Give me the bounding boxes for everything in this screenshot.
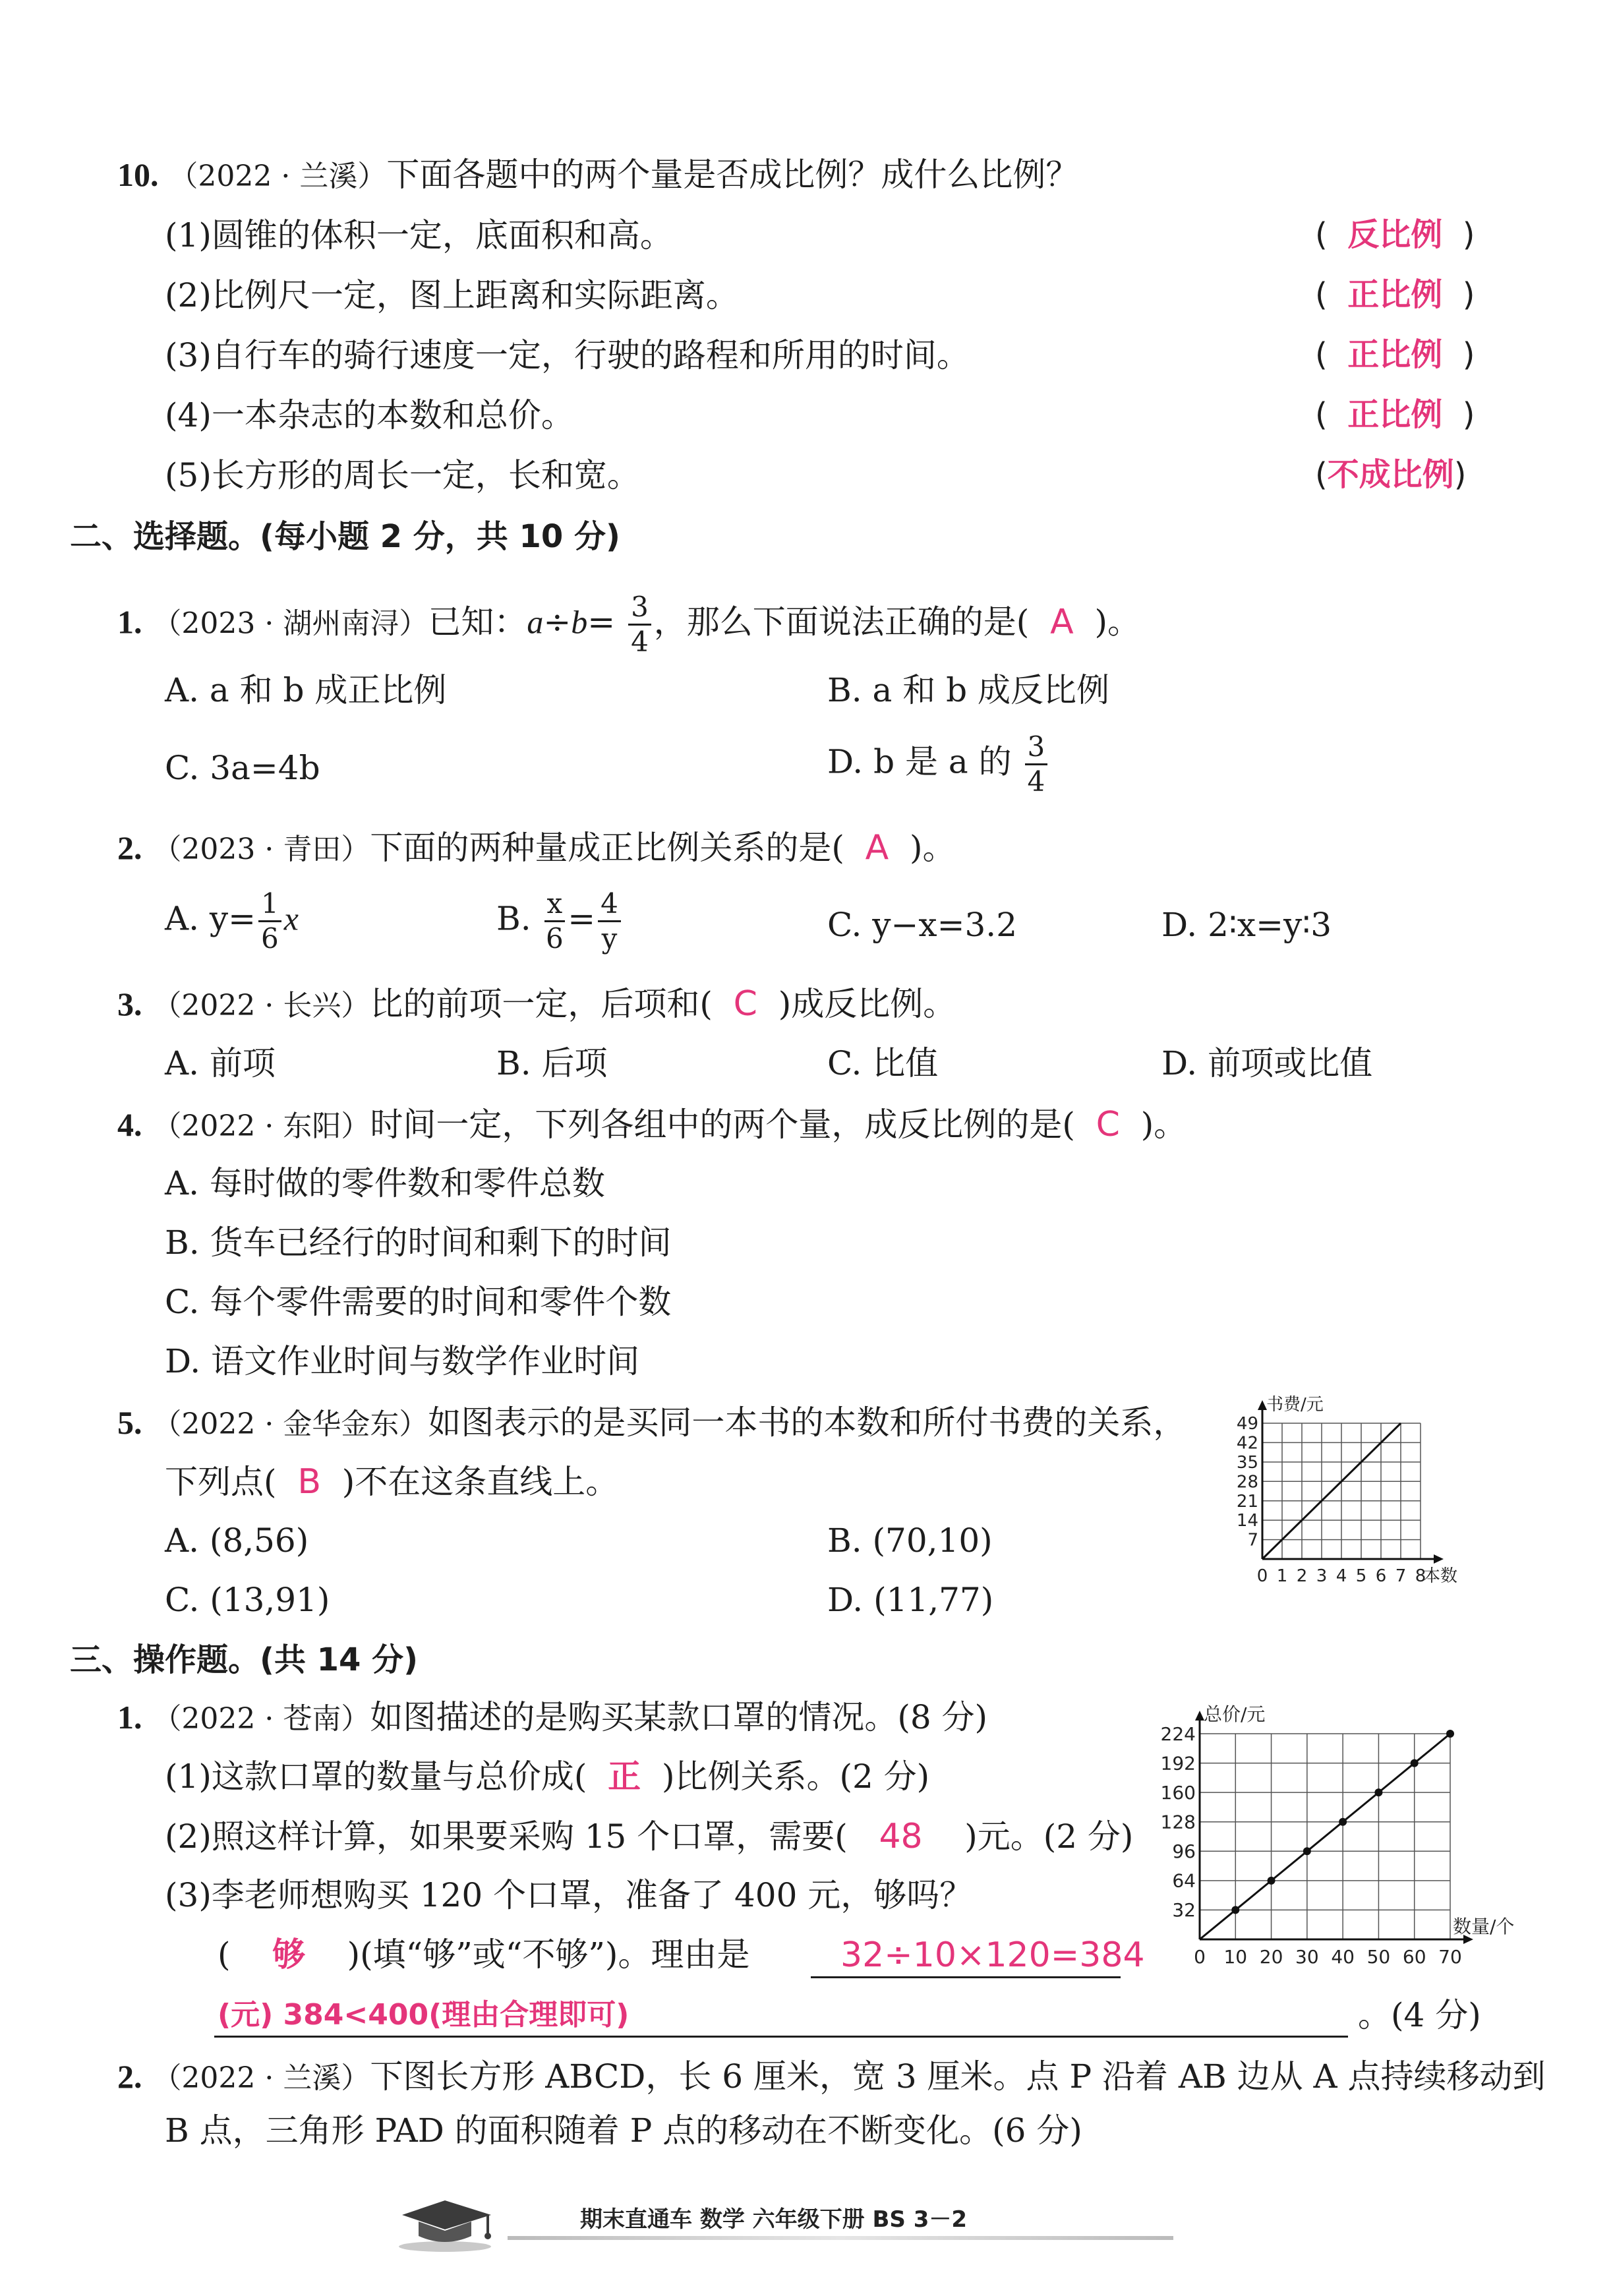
- y-tick-label: 35: [1236, 1452, 1258, 1473]
- question-number: 10.: [117, 156, 159, 193]
- stem-text: 比的前项一定，后项和(: [370, 985, 713, 1023]
- graduation-cap-icon: [382, 2195, 501, 2254]
- q10-item-1: (1)圆锥的体积一定，底面积和高。: [165, 216, 673, 254]
- stem-text: 下图长方形 ABCD，长 6 厘米，宽 3 厘米。点 P 沿着 AB 边从 A 点持续移动到: [370, 2057, 1546, 2096]
- q10-item-2: (2)比例尺一定，图上距离和实际距离。: [165, 276, 739, 314]
- x-tick-label: 30: [1295, 1946, 1319, 1968]
- y-tick-label: 7: [1247, 1530, 1258, 1550]
- fraction: [628, 593, 651, 656]
- s3-q1-sub1: [165, 1757, 930, 1796]
- x-tick-label: 20: [1259, 1946, 1283, 1968]
- fraction: [1025, 730, 1048, 798]
- question-number: 4.: [117, 1106, 142, 1143]
- y-tick-label: 224: [1160, 1722, 1196, 1745]
- option-d: D. 语文作业时间与数学作业时间: [165, 1342, 640, 1380]
- question-source: （2022 · 长兴）: [152, 989, 370, 1022]
- question-source: （2023 · 青田）: [152, 833, 370, 866]
- x-tick-label: 50: [1366, 1946, 1391, 1968]
- fraction: [258, 887, 281, 955]
- y-tick-label: 96: [1172, 1840, 1196, 1863]
- s3-q1-sub3-answer: [218, 1935, 750, 1974]
- y-axis-label: 总价/元: [1204, 1703, 1266, 1725]
- data-point: [1411, 1759, 1419, 1767]
- option-c: C. 3a=4b: [165, 749, 320, 787]
- denominator: 6: [546, 922, 564, 955]
- chart-book-fee: [1226, 1394, 1490, 1592]
- eq-sign: =: [568, 899, 596, 938]
- var-b: b: [571, 603, 588, 641]
- var-x: x: [283, 900, 299, 937]
- s3-q1-sub2: [165, 1819, 1133, 1854]
- s2-q4-stem: [117, 1107, 1187, 1142]
- answer-text: 反比例: [1347, 216, 1443, 253]
- s3-q2-stem-line2: B 点，三角形 PAD 的面积随着 P 点的移动在不断变化。(6 分): [165, 2111, 1082, 2150]
- y-tick-label: 14: [1236, 1511, 1258, 1531]
- answer-text: A: [865, 828, 889, 868]
- q10-answer-3: ( 正比例 ): [1315, 336, 1475, 373]
- question-number: 2.: [117, 829, 142, 866]
- data-point: [1303, 1847, 1311, 1855]
- q10-item-3: (3)自行车的骑行速度一定，行驶的路程和所用的时间。: [165, 336, 970, 374]
- var-a: a: [527, 603, 544, 641]
- x-tick-label: 10: [1223, 1946, 1248, 1968]
- stem-text: 下面的两种量成正比例关系的是(: [370, 829, 844, 867]
- answer-text: C: [733, 984, 757, 1024]
- data-point: [1339, 1818, 1347, 1826]
- option-d: D. (11,77): [827, 1581, 994, 1619]
- s2-q5-stem-line2: [165, 1462, 619, 1502]
- option-text: A. y=: [165, 899, 256, 938]
- option-b: B. 货车已经行的时间和剩下的时间: [165, 1223, 672, 1262]
- section-title-choice: 二、选择题。(每小题 2 分，共 10 分): [70, 518, 620, 555]
- option-b: B. 后项: [496, 1044, 608, 1082]
- option-c: C. (13,91): [165, 1581, 330, 1619]
- s2-q1-stem: [117, 593, 1140, 656]
- stem-text: )。: [910, 829, 956, 867]
- data-point: [1268, 1877, 1276, 1885]
- question-stem: 下面各题中的两个量是否成比例？成什么比例？: [386, 156, 1079, 194]
- numerator: 3: [1025, 733, 1048, 765]
- numerator: 4: [598, 890, 621, 922]
- question-source: （2022 · 兰溪）: [152, 2061, 370, 2095]
- series-line: [1262, 1423, 1401, 1559]
- answer-text: 正比例: [1347, 396, 1443, 433]
- q10-answer-2: ( 正比例 ): [1315, 276, 1475, 313]
- footer-rule: [508, 2236, 1173, 2240]
- answer-text: C: [1096, 1105, 1120, 1144]
- stem-text: (2)照这样计算，如果要采购 15 个口罩，需要(: [165, 1817, 848, 1856]
- answer-text: A: [1050, 602, 1074, 642]
- x-axis-label: 数量/个: [1453, 1916, 1515, 1937]
- s3-q2-stem: [117, 2057, 1546, 2096]
- option-text: B.: [496, 899, 531, 938]
- reason-line-1: 32÷10×120=384: [840, 1935, 1145, 1975]
- q10-answer-5: (不成比例): [1315, 456, 1467, 493]
- stem-text: 下列点(: [165, 1463, 277, 1501]
- stem-text: 如图表示的是买同一本书的本数和所付书费的关系，: [428, 1403, 1187, 1442]
- option-d: D. 2∶x=y∶3: [1161, 906, 1332, 944]
- x-tick-label: 0: [1256, 1566, 1268, 1586]
- q10-stem-line: [117, 156, 1079, 194]
- eq-sign: =: [587, 603, 616, 641]
- x-tick-label: 3: [1316, 1566, 1328, 1586]
- stem-text: 时间一定，下列各组中的两个量，成反比例的是(: [370, 1105, 1075, 1144]
- y-tick-label: 32: [1172, 1899, 1196, 1922]
- fraction: [544, 887, 566, 955]
- chart-mask-price: [1150, 1694, 1515, 1971]
- fraction: [598, 887, 621, 955]
- y-axis-label: 书费/元: [1266, 1395, 1324, 1415]
- y-tick-label: 64: [1172, 1869, 1196, 1892]
- answer-text: 够: [272, 1935, 306, 1974]
- option-c: C. y−x=3.2: [827, 906, 1018, 944]
- stem-text: )(填“够”或“不够”)。理由是: [347, 1935, 750, 1974]
- footer: [382, 2195, 1180, 2254]
- y-tick-label: 49: [1236, 1414, 1258, 1434]
- question-number: 5.: [117, 1404, 142, 1441]
- denominator: 4: [1027, 765, 1045, 798]
- y-axis-arrow: [1258, 1400, 1267, 1410]
- answer-text: 不成比例: [1327, 456, 1454, 493]
- s3-q1-stem: [117, 1698, 988, 1736]
- option-d: D. 前项或比值: [1161, 1044, 1373, 1082]
- stem-text: )比例关系。(2 分): [661, 1757, 930, 1796]
- x-tick-label: 2: [1296, 1566, 1308, 1586]
- x-tick-label: 70: [1438, 1946, 1462, 1968]
- q10-answer-1: ( 反比例 ): [1315, 216, 1475, 253]
- answer-underline: [811, 1976, 1121, 1978]
- x-tick-label: 5: [1355, 1566, 1367, 1586]
- x-tick-label: 1: [1276, 1566, 1288, 1586]
- y-tick-label: 21: [1236, 1491, 1258, 1512]
- question-source: （2022 · 金华金东）: [152, 1407, 428, 1441]
- y-tick-label: 192: [1160, 1752, 1196, 1775]
- q10-item-4: (4)一本杂志的本数和总价。: [165, 396, 574, 434]
- numerator: 1: [258, 890, 281, 922]
- option-a: A. 每时做的零件数和零件总数: [165, 1164, 605, 1202]
- question-number: 1.: [117, 1699, 142, 1736]
- data-point: [1446, 1730, 1454, 1738]
- stem-text: 如图描述的是购买某款口罩的情况。(8 分): [370, 1698, 988, 1736]
- stem-text: )成反比例。: [778, 985, 956, 1023]
- stem-text: 已知：: [428, 603, 527, 641]
- y-tick-label: 128: [1160, 1811, 1196, 1833]
- stem-text: (: [218, 1935, 231, 1974]
- option-a: A. (8,56): [165, 1521, 309, 1560]
- numerator: x: [544, 890, 566, 922]
- question-source: （2022 · 苍南）: [152, 1702, 370, 1736]
- option-d: [827, 730, 1050, 798]
- option-b: B. a 和 b 成反比例: [827, 671, 1110, 709]
- x-tick-label: 0: [1194, 1946, 1206, 1968]
- x-axis-arrow: [1434, 1554, 1444, 1564]
- question-source: （2023 · 湖州南浔）: [152, 606, 428, 641]
- s2-q2-stem: [117, 828, 956, 868]
- answer-underline: [214, 2036, 1348, 2038]
- x-tick-label: 6: [1375, 1566, 1387, 1586]
- question-source: （2022 · 东阳）: [152, 1109, 370, 1143]
- option-c: C. 每个零件需要的时间和零件个数: [165, 1283, 672, 1321]
- option-b: [496, 887, 624, 955]
- option-a: A. 前项: [165, 1044, 276, 1082]
- x-tick-label: 40: [1331, 1946, 1355, 1968]
- option-b: B. (70,10): [827, 1521, 993, 1560]
- answer-text: 正比例: [1347, 276, 1443, 313]
- denominator: y: [601, 922, 618, 955]
- x-tick-label: 4: [1335, 1566, 1347, 1586]
- x-tick-label: 7: [1395, 1566, 1407, 1586]
- stem-text: )不在这条直线上。: [341, 1463, 619, 1501]
- option-a: A. a 和 b 成正比例: [165, 671, 447, 709]
- answer-text: 48: [879, 1817, 923, 1856]
- stem-text: ，那么下面说法正确的是(: [653, 603, 1030, 641]
- answer-text: B: [297, 1462, 321, 1502]
- stem-text: )元。(2 分): [964, 1817, 1134, 1856]
- y-tick-label: 28: [1236, 1472, 1258, 1492]
- x-tick-label: 60: [1402, 1946, 1426, 1968]
- reason-line-2: (元) 384<400(理由合理即可): [218, 1998, 630, 2032]
- stem-text: )。: [1140, 1105, 1187, 1144]
- x-axis-label: 本数: [1423, 1566, 1458, 1586]
- denominator: 4: [631, 626, 649, 658]
- footer-text: 期末直通车 数学 六年级下册 BS 3－2: [580, 2206, 968, 2233]
- question-number: 1.: [117, 603, 142, 641]
- div-sign: ÷: [543, 603, 572, 641]
- answer-text: 正: [608, 1757, 641, 1796]
- option-text: D. b 是 a 的: [827, 742, 1012, 781]
- denominator: 6: [261, 922, 279, 955]
- question-number: 2.: [117, 2058, 142, 2095]
- stem-text: (1)这款口罩的数量与总价成(: [165, 1757, 587, 1796]
- s2-q5-stem: [117, 1403, 1187, 1442]
- data-point: [1374, 1788, 1382, 1796]
- y-tick-label: 160: [1160, 1781, 1196, 1804]
- y-tick-label: 42: [1236, 1433, 1258, 1454]
- question-source: （2022 · 兰溪）: [169, 160, 387, 193]
- stem-text: )。: [1094, 603, 1140, 641]
- s3-q1-sub3: (3)李老师想购买 120 个口罩，准备了 400 元，够吗？: [165, 1876, 973, 1914]
- numerator: 3: [628, 593, 651, 626]
- section-title-operation: 三、操作题。(共 14 分): [70, 1641, 419, 1678]
- data-point: [1231, 1906, 1239, 1914]
- score-note: 。(4 分): [1358, 1996, 1481, 2034]
- y-axis-arrow: [1195, 1711, 1204, 1721]
- x-tick-label: 8: [1415, 1566, 1426, 1586]
- option-c: C. 比值: [827, 1044, 939, 1082]
- answer-text: 正比例: [1347, 336, 1443, 373]
- question-number: 3.: [117, 986, 142, 1022]
- s2-q3-stem: [117, 984, 956, 1024]
- q10-answer-4: ( 正比例 ): [1315, 396, 1475, 433]
- option-a: [165, 887, 299, 955]
- q10-item-5: (5)长方形的周长一定，长和宽。: [165, 456, 640, 494]
